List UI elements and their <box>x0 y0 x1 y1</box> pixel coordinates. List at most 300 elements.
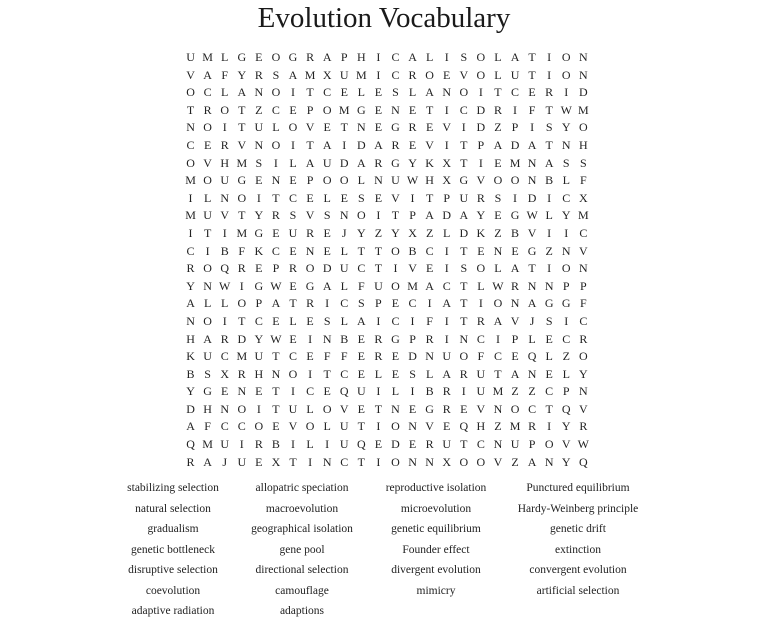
grid-letter: Y <box>186 384 195 399</box>
grid-letter: I <box>256 401 261 416</box>
grid-letter: V <box>339 401 349 416</box>
grid-letter: S <box>562 155 570 170</box>
grid-letter: T <box>340 120 348 135</box>
grid-letter: F <box>477 349 485 364</box>
vocabulary-word: camouflage <box>275 584 329 597</box>
grid-letter: R <box>203 102 212 117</box>
vocabulary-word: microevolution <box>400 502 472 515</box>
grid-letter: F <box>221 67 229 82</box>
vocabulary-word: genetic bottleneck <box>131 543 215 556</box>
grid-letter: V <box>476 401 486 416</box>
grid-letter: C <box>476 331 485 346</box>
grid-letter: T <box>306 85 314 100</box>
grid-letter: L <box>221 296 229 311</box>
grid-letter: L <box>528 331 536 346</box>
grid-letter: D <box>391 437 400 452</box>
grid-letter: R <box>220 331 229 346</box>
grid-letter: N <box>254 85 264 100</box>
grid-letter: E <box>391 366 400 381</box>
grid-letter: A <box>442 366 452 381</box>
vocabulary-word: Founder effect <box>402 543 470 556</box>
grid-letter: E <box>289 331 297 346</box>
grid-letter: S <box>545 313 553 328</box>
grid-letter: C <box>476 437 485 452</box>
grid-letter: Y <box>561 419 571 434</box>
grid-letter: E <box>203 137 212 152</box>
grid-letter: V <box>493 454 503 469</box>
grid-letter: H <box>220 155 230 170</box>
grid-letter: R <box>579 419 588 434</box>
grid-letter: T <box>323 366 331 381</box>
grid-letter: C <box>357 261 366 276</box>
grid-letter: S <box>272 67 280 82</box>
grid-letter: E <box>374 190 383 205</box>
grid-letter: T <box>545 137 553 152</box>
grid-letter: L <box>545 208 553 223</box>
grid-letter: U <box>510 437 520 452</box>
grid-row <box>182 137 592 155</box>
vocabulary-word: mimicry <box>416 584 456 597</box>
grid-letter: E <box>289 243 297 258</box>
grid-letter: U <box>339 437 349 452</box>
grid-letter: G <box>544 296 554 311</box>
grid-letter: O <box>391 243 400 258</box>
grid-letter: I <box>376 454 381 469</box>
grid-letter: T <box>289 296 297 311</box>
grid-letter: P <box>477 137 485 152</box>
grid-letter: X <box>220 366 230 381</box>
grid-letter: Z <box>494 419 502 434</box>
grid-letter: Z <box>511 384 519 399</box>
grid-letter: U <box>339 419 349 434</box>
grid-letter: H <box>186 331 195 346</box>
grid-letter: M <box>492 384 504 399</box>
grid-letter: W <box>560 102 572 117</box>
grid-letter: I <box>444 50 449 64</box>
grid-letter: C <box>340 296 349 311</box>
grid-letter: N <box>527 366 537 381</box>
grid-letter: G <box>237 173 247 188</box>
grid-letter: Y <box>561 208 571 223</box>
grid-letter: D <box>322 261 332 276</box>
grid-letter: E <box>306 190 314 205</box>
grid-letter: E <box>289 102 297 117</box>
grid-letter: T <box>374 401 383 416</box>
grid-letter: U <box>374 278 383 293</box>
grid-letter: C <box>511 85 520 100</box>
grid-letter: V <box>579 243 588 258</box>
grid-letter: A <box>203 454 212 469</box>
grid-letter: N <box>220 401 230 416</box>
grid-letter: Y <box>254 331 264 346</box>
grid-letter: D <box>408 349 417 364</box>
grid-letter: R <box>306 296 315 311</box>
grid-letter: Q <box>459 419 469 434</box>
grid-letter: O <box>476 50 486 64</box>
grid-letter: V <box>476 173 486 188</box>
grid-letter: T <box>460 155 468 170</box>
grid-letter: C <box>562 190 571 205</box>
grid-letter: S <box>545 120 553 135</box>
grid-letter: E <box>357 331 365 346</box>
grid-letter: N <box>544 278 554 293</box>
grid-letter: E <box>323 225 331 240</box>
grid-letter: E <box>272 313 280 328</box>
grid-letter: E <box>323 384 331 399</box>
grid-letter: G <box>391 331 400 346</box>
grid-letter: R <box>408 67 417 82</box>
grid-letter: S <box>392 85 399 100</box>
grid-letter: I <box>376 384 381 399</box>
grid-letter: S <box>323 208 331 223</box>
grid-letter: C <box>391 67 400 82</box>
grid-letter: M <box>236 225 248 240</box>
grid-letter: I <box>376 419 381 434</box>
vocabulary-word: genetic drift <box>550 523 606 535</box>
grid-letter: V <box>220 208 230 223</box>
grid-letter: I <box>291 437 295 452</box>
grid-letter: I <box>564 225 569 240</box>
grid-letter: M <box>304 67 316 82</box>
grid-letter: O <box>391 454 400 469</box>
grid-letter: D <box>442 208 452 223</box>
grid-letter: F <box>528 102 536 117</box>
grid-letter: P <box>272 261 280 276</box>
grid-letter: A <box>237 85 247 100</box>
grid-letter: X <box>442 454 452 469</box>
grid-letter: O <box>237 190 247 205</box>
grid-letter: V <box>391 190 400 205</box>
grid-letter: P <box>528 437 536 452</box>
grid-letter: N <box>408 454 417 469</box>
grid-letter: M <box>185 173 196 188</box>
grid-letter: Z <box>255 102 263 117</box>
vocabulary-word: reproductive isolation <box>385 482 487 494</box>
vocabulary-word: allopatric speciation <box>255 482 349 494</box>
grid-letter: R <box>391 137 400 152</box>
grid-letter: P <box>409 208 416 223</box>
word-column <box>483 478 673 601</box>
grid-letter: O <box>203 313 212 328</box>
grid-letter: T <box>306 137 314 152</box>
grid-letter: R <box>425 331 434 346</box>
grid-letter: R <box>579 331 588 346</box>
grid-letter: R <box>374 155 383 170</box>
grid-letter: O <box>425 67 434 82</box>
grid-letter: T <box>374 261 383 276</box>
grid-row <box>182 383 592 401</box>
grid-letter: C <box>254 313 263 328</box>
grid-letter: D <box>510 137 520 152</box>
grid-letter: A <box>186 296 195 311</box>
grid-letter: U <box>220 173 230 188</box>
grid-letter: D <box>339 155 349 170</box>
grid-letter: I <box>188 225 193 240</box>
vocabulary-word: gradualism <box>147 523 199 535</box>
grid-letter: J <box>222 454 228 469</box>
grid-letter: E <box>323 243 331 258</box>
grid-letter: R <box>220 137 229 152</box>
grid-letter: N <box>322 454 332 469</box>
grid-letter: O <box>322 102 332 117</box>
grid-letter: I <box>547 261 552 276</box>
grid-letter: E <box>272 419 280 434</box>
grid-letter: Y <box>408 155 417 170</box>
grid-letter: A <box>493 137 503 152</box>
grid-letter: C <box>425 243 434 258</box>
grid-letter: K <box>425 155 434 170</box>
grid-row <box>182 119 592 137</box>
grid-letter: I <box>547 419 552 434</box>
grid-letter: E <box>425 120 434 135</box>
grid-letter: T <box>391 208 400 223</box>
grid-letter: N <box>339 208 349 223</box>
grid-letter: I <box>393 261 398 276</box>
grid-letter: O <box>561 67 571 82</box>
vocabulary-word: disruptive selection <box>128 564 218 576</box>
grid-letter: T <box>425 102 434 117</box>
grid-letter: N <box>203 278 212 293</box>
grid-letter: R <box>408 120 417 135</box>
grid-letter: I <box>273 155 278 170</box>
grid-letter: C <box>579 313 588 328</box>
grid-letter: I <box>291 137 295 152</box>
grid-letter: O <box>459 85 469 100</box>
grid-letter: C <box>186 137 195 152</box>
grid-letter: V <box>579 401 588 416</box>
grid-letter: G <box>237 50 247 64</box>
grid-row <box>182 418 592 436</box>
grid-letter: C <box>186 243 195 258</box>
grid-letter: A <box>527 296 537 311</box>
grid-letter: U <box>339 261 349 276</box>
grid-letter: M <box>355 67 367 82</box>
vocabulary-word: Hardy-Weinberg principle <box>517 502 639 515</box>
grid-letter: N <box>391 401 400 416</box>
grid-letter: T <box>272 190 280 205</box>
grid-letter: X <box>579 190 588 205</box>
grid-letter: O <box>305 261 315 276</box>
grid-letter: X <box>322 67 332 82</box>
grid-row <box>182 348 592 366</box>
grid-letter: H <box>579 137 588 152</box>
grid-letter: S <box>357 296 365 311</box>
grid-letter: U <box>237 454 247 469</box>
grid-letter: N <box>374 173 383 188</box>
grid-letter: X <box>442 155 452 170</box>
grid-letter: B <box>220 243 229 258</box>
grid-letter: E <box>408 137 417 152</box>
grid-letter: E <box>340 85 348 100</box>
grid-letter: V <box>305 120 315 135</box>
grid-letter: O <box>220 102 230 117</box>
grid-letter: E <box>494 208 502 223</box>
grid-letter: S <box>357 190 365 205</box>
grid-letter: I <box>308 454 313 469</box>
grid-letter: P <box>306 173 314 188</box>
grid-letter: U <box>476 384 486 399</box>
grid-letter: L <box>391 384 400 399</box>
grid-letter: T <box>238 120 246 135</box>
grid-letter: I <box>444 243 449 258</box>
grid-letter: N <box>322 331 332 346</box>
grid-letter: G <box>391 155 400 170</box>
grid-letter: N <box>510 296 520 311</box>
grid-letter: T <box>238 208 246 223</box>
grid-letter: G <box>425 401 434 416</box>
grid-letter: A <box>510 50 520 64</box>
grid-letter: D <box>476 102 486 117</box>
grid-letter: C <box>340 454 349 469</box>
grid-letter: H <box>254 366 264 381</box>
grid-letter: E <box>289 278 297 293</box>
grid-letter: Y <box>561 120 571 135</box>
grid-letter: E <box>357 401 365 416</box>
grid-letter: R <box>459 366 468 381</box>
grid-letter: L <box>340 243 348 258</box>
grid-letter: L <box>221 85 229 100</box>
grid-letter: L <box>562 173 570 188</box>
grid-letter: E <box>255 261 263 276</box>
grid-letter: C <box>408 296 417 311</box>
grid-letter: O <box>356 208 366 223</box>
grid-letter: I <box>461 384 466 399</box>
grid-letter: F <box>340 349 348 364</box>
grid-letter: C <box>271 243 280 258</box>
grid-letter: R <box>237 366 246 381</box>
grid-letter: T <box>528 50 536 64</box>
grid-letter: G <box>510 208 520 223</box>
grid-letter: G <box>527 243 537 258</box>
grid-letter: O <box>579 120 588 135</box>
grid-letter: N <box>254 137 264 152</box>
grid-row <box>182 436 592 454</box>
grid-letter: S <box>289 208 297 223</box>
grid-letter: N <box>305 243 315 258</box>
grid-letter: N <box>237 384 247 399</box>
grid-letter: O <box>322 173 332 188</box>
grid-letter: I <box>547 190 552 205</box>
grid-letter: V <box>527 225 537 240</box>
grid-letter: R <box>476 190 485 205</box>
grid-letter: U <box>476 366 486 381</box>
grid-letter: A <box>356 313 366 328</box>
vocabulary-word: coevolution <box>145 584 201 597</box>
grid-letter: R <box>493 102 502 117</box>
grid-letter: R <box>374 349 383 364</box>
grid-letter: W <box>492 278 504 293</box>
grid-letter: U <box>391 173 400 188</box>
grid-letter: I <box>205 243 210 258</box>
grid-letter: P <box>443 190 451 205</box>
grid-letter: A <box>459 208 469 223</box>
vocabulary-word: adaptive radiation <box>131 605 215 617</box>
grid-letter: E <box>306 313 314 328</box>
grid-letter: E <box>443 419 451 434</box>
grid-letter: J <box>529 313 535 328</box>
grid-letter: I <box>444 137 449 152</box>
grid-letter: A <box>356 155 366 170</box>
grid-letter: M <box>185 208 196 223</box>
grid-letter: C <box>493 349 502 364</box>
grid-letter: B <box>545 173 554 188</box>
grid-letter: R <box>476 313 485 328</box>
grid-letter: I <box>461 120 466 135</box>
grid-letter: K <box>476 225 486 240</box>
grid-letter: O <box>203 120 212 135</box>
grid-letter: N <box>561 243 571 258</box>
grid-letter: L <box>306 437 314 452</box>
grid-letter: I <box>410 190 415 205</box>
grid-letter: K <box>254 243 264 258</box>
grid-letter: R <box>442 401 451 416</box>
grid-letter: N <box>579 67 588 82</box>
grid-row <box>182 225 592 243</box>
grid-letter: T <box>238 102 246 117</box>
grid-letter: N <box>579 50 588 64</box>
grid-letter: A <box>288 67 298 82</box>
grid-letter: Z <box>511 454 519 469</box>
grid-letter: I <box>547 67 552 82</box>
grid-letter: I <box>256 190 261 205</box>
grid-letter: L <box>443 225 451 240</box>
grid-letter: N <box>527 278 537 293</box>
grid-letter: L <box>425 50 434 64</box>
grid-letter: T <box>272 349 280 364</box>
grid-letter: N <box>391 102 400 117</box>
grid-letter: O <box>305 419 315 434</box>
grid-letter: I <box>410 384 415 399</box>
grid-letter: I <box>547 50 552 64</box>
grid-letter: E <box>306 349 314 364</box>
grid-letter: A <box>425 85 434 100</box>
grid-letter: R <box>237 261 246 276</box>
grid-row <box>182 278 592 296</box>
grid-letter: E <box>477 243 485 258</box>
grid-letter: C <box>442 278 451 293</box>
grid-letter: E <box>340 190 348 205</box>
grid-letter: T <box>238 313 246 328</box>
grid-letter: I <box>342 137 347 152</box>
grid-letter: O <box>510 173 520 188</box>
grid-letter: O <box>322 401 332 416</box>
grid-letter: E <box>408 401 417 416</box>
grid-letter: M <box>236 155 248 170</box>
grid-letter: O <box>544 437 554 452</box>
grid-letter: F <box>579 296 587 311</box>
grid-letter: G <box>305 278 315 293</box>
grid-letter: Q <box>579 454 588 469</box>
grid-letter: V <box>561 437 571 452</box>
grid-letter: B <box>408 243 417 258</box>
grid-letter: W <box>219 278 231 293</box>
grid-letter: R <box>374 331 383 346</box>
grid-letter: N <box>579 384 588 399</box>
grid-letter: O <box>391 419 400 434</box>
grid-letter: I <box>325 437 330 452</box>
grid-letter: D <box>579 85 588 100</box>
vocabulary-word: convergent evolution <box>529 564 627 576</box>
grid-letter: A <box>527 137 537 152</box>
grid-letter: N <box>561 137 571 152</box>
grid-letter: A <box>493 313 503 328</box>
vocabulary-word: stabilizing selection <box>127 482 219 494</box>
grid-letter: E <box>408 437 417 452</box>
grid-letter: G <box>203 384 212 399</box>
grid-letter: R <box>186 261 195 276</box>
grid-letter: V <box>186 67 195 82</box>
grid-row <box>182 172 592 190</box>
